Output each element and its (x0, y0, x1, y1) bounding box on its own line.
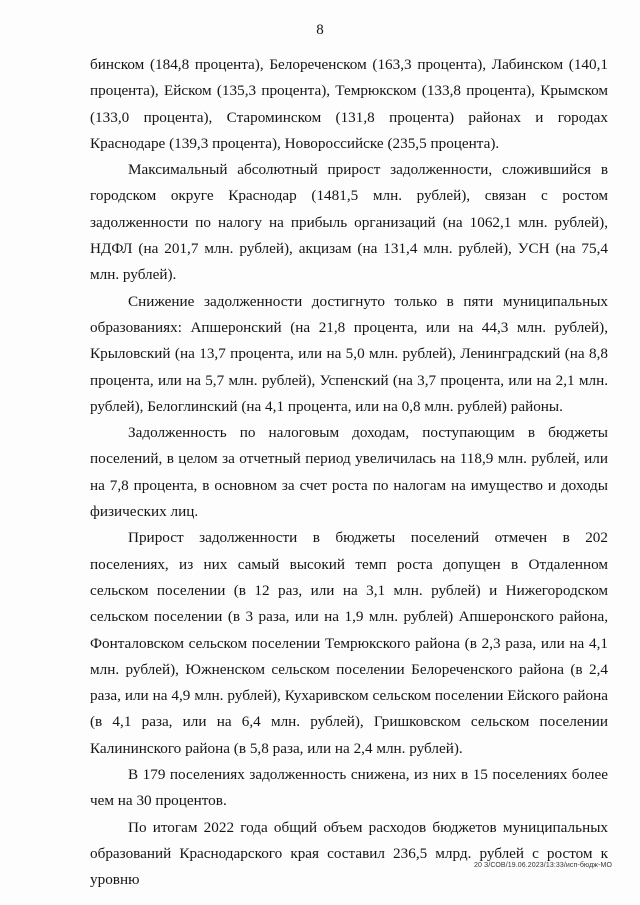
paragraph-max-growth: Максимальный абсолютный прирост задолженности, сложившийся в городском округе Краснодар (1481,5 млн. рублей), связан с ростом задолженности по налогу на прибыль организаций (на 1062,1 млн. рублей), НДФЛ (на 201,7 млн. рублей), акцизам (на 131,4 млн. рублей), УСН (на 75,4 млн. рублей). (90, 161, 608, 284)
paragraph-settlement-growth: Прирост задолженности в бюджеты поселений отмечен в 202 поселениях, из них самый высокий темп роста допущен в Отдаленном сельском поселении (в 12 раз, или на 3,1 млн. рублей) и Нижегородском сельском поселении (в 3 раза, или на 1,9 млн. рублей) Апшеронского района, Фонталовском сельском поселении Темрюкского района (в 2,3 раза, или на 4,1 млн. рублей), Южненском сельском поселении Белореченского района (в 2,4 раза, или на 4,9 млн. рублей), Кухаривском сельском поселении Ейского района (в 4,1 раза, или на 6,4 млн. рублей), Гришковском сельском поселении Калининского района (в 5,8 раза, или на 2,4 млн. рублей). (90, 529, 608, 757)
paragraph-settlement-decrease: В 179 поселениях задолженность снижена, из них в 15 поселениях более чем на 30 процентов. (90, 766, 608, 810)
paragraph-continuation: бинском (184,8 процента), Белореченском (163,3 процента), Лабинском (140,1 процента), Ейском (135,3 процента), Темрюкском (133,8 процента), Крымском (133,0 процента), Староминском (131,8 процента) районах и городах Краснодаре (139,3 процента), Новороссийске (235,5 процента). (90, 56, 608, 152)
page-number: 8 (316, 22, 324, 38)
document-footer-code: 20 З/СОВ/19.06.2023/13:33/исп-бюдж-МО (473, 862, 612, 869)
document-body (90, 52, 608, 894)
paragraph-settlement-debt: Задолженность по налоговым доходам, поступающим в бюджеты поселений, в целом за отчетный период увеличилась на 118,9 млн. рублей, или на 7,8 процента, в основном за счет роста по налогам на имущество и доходы физических лиц. (90, 424, 608, 521)
paragraph-debt-decrease: Снижение задолженности достигнуто только в пяти муниципальных образованиях: Апшеронский (на 21,8 процента, или на 44,3 млн. рублей), Крыловский (на 13,7 процента, или на 5,0 млн. рублей), Ленинградский (на 8,8 процента, или на 5,7 млн. рублей), Успенский (на 3,7 процента, или на 2,1 млн. рублей), Белоглинский (на 4,1 процента, или на 0,8 млн. рублей) районы. (90, 292, 608, 415)
paragraph-expenses: По итогам 2022 года общий объем расходов бюджетов муниципальных образований Краснодарского края составил 236,5 млрд. рублей с ростом к уровню (90, 818, 608, 889)
